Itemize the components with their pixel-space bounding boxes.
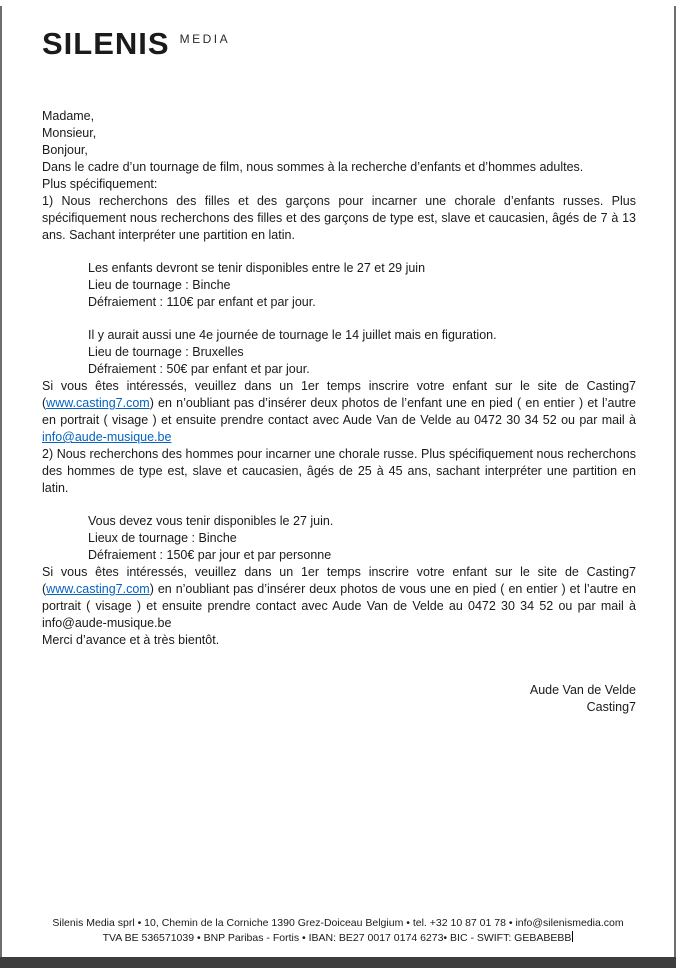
section2-contact-paragraph <box>42 564 636 632</box>
letterhead-footer <box>0 916 676 946</box>
signature-name: Aude Van de Velde <box>529 683 636 697</box>
casting7-link[interactable]: www.casting7.com <box>46 396 150 410</box>
section1-details-1 <box>88 260 636 311</box>
email-link[interactable]: info@aude-musique.be <box>42 430 172 444</box>
section1-paragraph: 1) Nous recherchons des filles et des garçons pour incarner une chorale d’enfants russes. Plus spécifiquement nous recherchons des filles et des garçons de type est, slave et caucasien, âgés de 7 à 13 ans. Sachant interpréter une partition en latin. <box>42 194 636 242</box>
detail-line: Défraiement : 50€ par enfant et par jour. <box>88 362 310 376</box>
contact-text: ) en n’oubliant pas d’insérer deux photos de vous une en pied ( en entier ) et l’autre en portrait ( visage ) et ensuite prendre contact avec Aude Van de Velde au 0472 30 34 52 ou par mail à info@aude-musique.be <box>42 582 636 630</box>
footer-line-1: Silenis Media sprl • 10, Chemin de la Corniche 1390 Grez-Doiceau Belgium • tel. +32 10 87 01 78 • info@silenismedia.com <box>52 917 624 929</box>
detail-line: Les enfants devront se tenir disponibles entre le 27 et 29 juin <box>88 261 426 275</box>
text-cursor <box>572 931 573 942</box>
contact-text: ) en n’oubliant pas d’insérer deux photos de l’enfant une en pied ( en entier ) et l’autre en portrait ( visage ) et ensuite prendre contact avec Aude Van de Velde au 0472 30 34 52 ou par mail à <box>42 396 636 427</box>
section2-paragraph: 2) Nous recherchons des hommes pour incarner une chorale russe. Plus spécifiquement nous recherchons des hommes de type est, slave et caucasien, âgés de 25 à 45 ans, sachant interpréter une partition en latin. <box>42 447 636 495</box>
intro-line: Dans le cadre d’un tournage de film, nous sommes à la recherche d’enfants et d’hommes adultes. <box>42 160 584 174</box>
greeting: Bonjour, <box>42 143 88 157</box>
closing-line: Merci d’avance et à très bientôt. <box>42 633 220 647</box>
page-bottom-bar <box>0 957 676 968</box>
detail-line: Lieu de tournage : Bruxelles <box>88 345 244 359</box>
logo-tagline: MEDIA <box>179 32 231 46</box>
contact-text: Si vous êtes intéressés, veuillez dans un 1er temps inscrire votre enfant sur le site de Casting7 ( <box>42 565 636 596</box>
footer-line-2: TVA BE 536571039 • BNP Paribas - Fortis • IBAN: BE27 0017 0174 6273• BIC - SWIFT: GEBABEBB <box>102 932 572 944</box>
section1-details-2 <box>88 327 636 378</box>
logo <box>42 26 636 62</box>
detail-line: Défraiement : 150€ par jour et par personne <box>88 548 332 562</box>
detail-line: Lieu de tournage : Binche <box>88 278 231 292</box>
intro-line: Plus spécifiquement: <box>42 177 158 191</box>
salutation-line: Monsieur, <box>42 126 97 140</box>
detail-line: Défraiement : 110€ par enfant et par jour. <box>88 295 316 309</box>
section1-contact-paragraph <box>42 378 636 446</box>
letter-body <box>42 108 636 716</box>
salutation-line: Madame, <box>42 109 95 123</box>
logo-wordmark: SILENIS <box>42 26 170 61</box>
detail-line: Il y aurait aussi une 4e journée de tournage le 14 juillet mais en figuration. <box>88 328 497 342</box>
signature-block <box>42 682 636 716</box>
page-left-edge-line <box>0 6 2 957</box>
signature-role: Casting7 <box>586 700 636 714</box>
detail-line: Lieux de tournage : Binche <box>88 531 237 545</box>
casting7-link[interactable]: www.casting7.com <box>46 582 150 596</box>
section2-details-1 <box>88 513 636 564</box>
contact-text: Si vous êtes intéressés, veuillez dans un 1er temps inscrire votre enfant sur le site de Casting7 ( <box>42 379 636 410</box>
detail-line: Vous devez vous tenir disponibles le 27 juin. <box>88 514 334 528</box>
